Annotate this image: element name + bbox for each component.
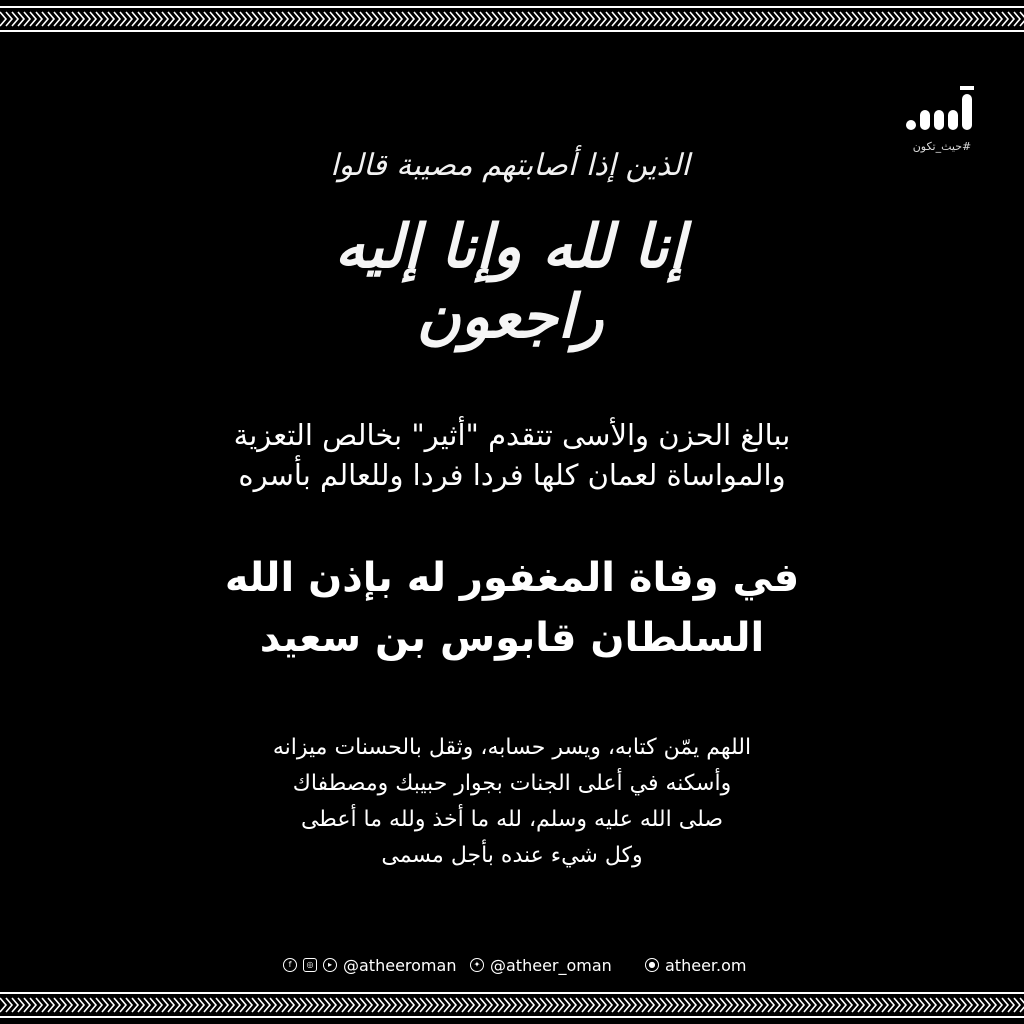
deceased-line: في وفاة المغفور له بإذن الله	[224, 555, 800, 601]
condolence-line: ببالغ الحزن والأسى تتقدم "أثير" بخالص التعزية	[233, 418, 791, 452]
prayer-line: وكل شيء عنده بأجل مسمى	[381, 843, 643, 868]
social-multi-link[interactable]	[283, 955, 456, 975]
twitter-icon: ✦	[470, 958, 484, 972]
logo-tagline: #حيث_تكون	[912, 140, 972, 153]
prayer-line: وأسكنه في أعلى الجنات بجوار حبيبك ومصطفاك	[292, 771, 732, 796]
twitter-handle: @atheer_oman	[490, 955, 612, 975]
prayer-line: اللهم يمّن كتابه، ويسر حسابه، وثقل بالحسنات ميزانه	[272, 735, 752, 760]
deceased-announcement	[80, 548, 944, 668]
social-handle: @atheeroman	[343, 955, 457, 975]
website-url: atheer.om	[665, 955, 747, 975]
globe-icon: ●	[645, 958, 659, 972]
prayer-text	[80, 730, 944, 874]
facebook-icon: f	[283, 958, 297, 972]
twitter-link[interactable]	[470, 955, 612, 975]
top-decorative-border	[0, 0, 1024, 38]
youtube-icon: ▸	[323, 958, 337, 972]
website-link[interactable]	[645, 955, 746, 975]
bottom-decorative-border	[0, 986, 1024, 1024]
verse-intro: الذين إذا أصابتهم مصيبة قالوا	[330, 148, 690, 183]
verse-main-calligraphy: إنا لله وإنا إليه راجعون	[334, 212, 686, 352]
bottom-border-pattern	[0, 986, 1024, 1024]
deceased-line: السلطان قابوس بن سعيد	[259, 615, 765, 661]
top-border-pattern	[0, 0, 1024, 38]
condolence-line: والمواساة لعمان كلها فردا فردا وللعالم بأسره	[238, 458, 786, 492]
condolence-text	[80, 415, 944, 495]
instagram-icon: ◎	[303, 958, 317, 972]
prayer-line: صلى الله عليه وسلم، لله ما أخذ ولله ما أعطى	[300, 807, 724, 832]
atheer-logo-icon	[898, 86, 990, 142]
